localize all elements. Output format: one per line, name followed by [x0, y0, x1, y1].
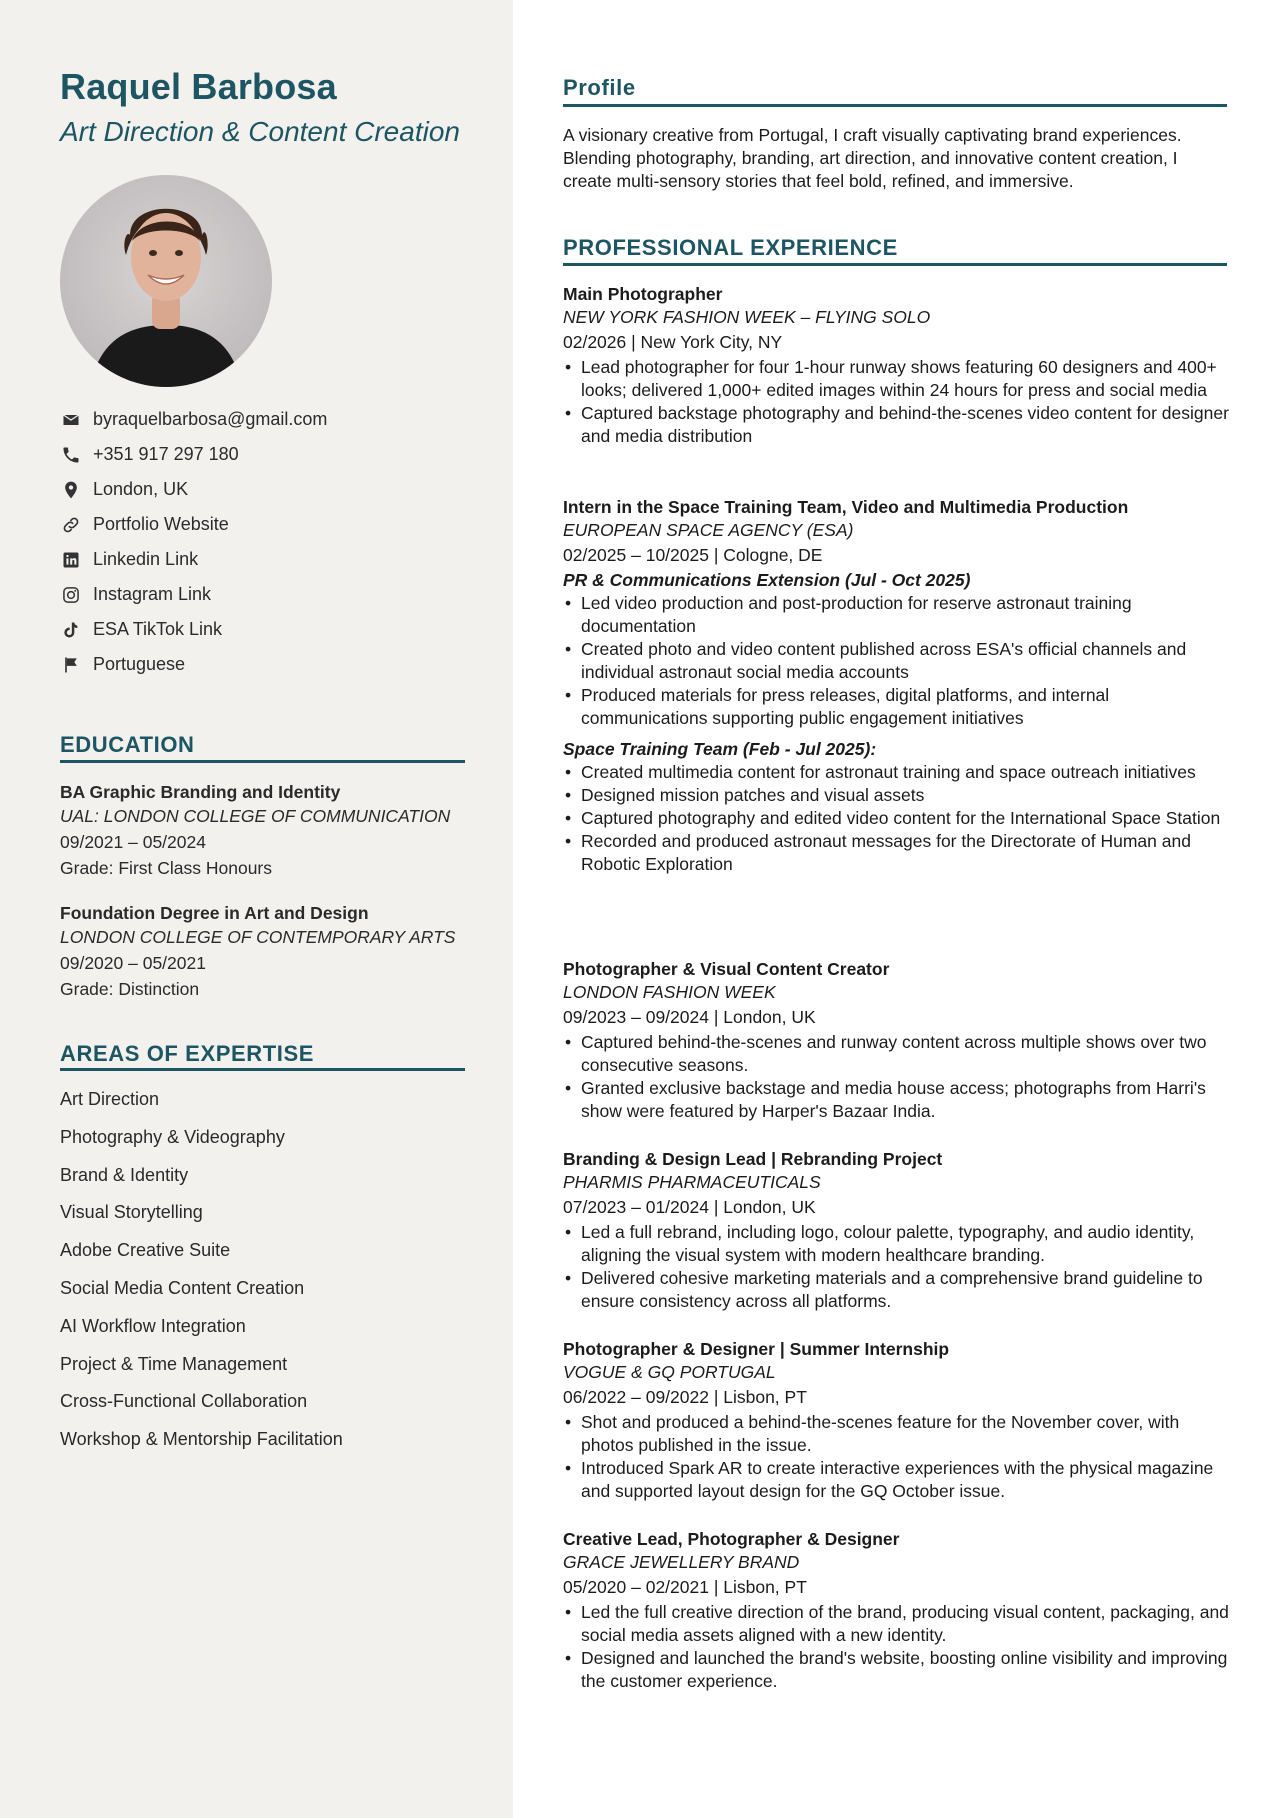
job-entry — [563, 1528, 1229, 1693]
expertise-rule — [60, 1068, 465, 1071]
contact-language-text: Portuguese — [93, 654, 186, 674]
linkedin-icon — [60, 549, 82, 571]
tiktok-icon — [60, 619, 82, 641]
instagram-icon — [60, 584, 82, 606]
expertise-item: Visual Storytelling — [60, 1202, 203, 1223]
contact-linkedin-link[interactable] — [60, 542, 480, 577]
expertise-item: Workshop & Mentorship Facilitation — [60, 1429, 343, 1450]
contact-email[interactable] — [60, 402, 480, 437]
job-subsection-title: Space Training Team (Feb - Jul 2025): — [563, 739, 877, 759]
job-title: Creative Lead, Photographer & Designer — [563, 1529, 900, 1549]
job-company: VOGUE & GQ PORTUGAL — [563, 1362, 776, 1382]
contact-instagram-link[interactable] — [60, 577, 480, 612]
profile-text: A visionary creative from Portugal, I craft visually captivating brand experiences. Blending photography, branding, art direction, and innovative content creation, I create multi-sensory stories that feel bold, refined, and immersive. — [563, 125, 1182, 191]
job-company: PHARMIS PHARMACEUTICALS — [563, 1172, 821, 1192]
candidate-title: Art Direction & Content Creation — [60, 116, 460, 147]
contact-tiktok-link[interactable] — [60, 612, 480, 647]
job-subsection-title: PR & Communications Extension (Jul - Oct 2025) — [563, 570, 971, 590]
education-heading: EDUCATION — [60, 732, 195, 757]
education-grade: Grade: Distinction — [60, 979, 200, 999]
job-title: Intern in the Space Training Team, Video and Multimedia Production — [563, 497, 1129, 517]
job-bullet: • Delivered cohesive marketing materials and a comprehensive brand guideline to ensure consistency across all platforms. — [563, 1267, 1229, 1313]
job-company: LONDON FASHION WEEK — [563, 982, 776, 1002]
expertise-item: Adobe Creative Suite — [60, 1240, 231, 1261]
job-bullets — [563, 761, 1229, 876]
education-school: UAL: LONDON COLLEGE OF COMMUNICATION — [60, 806, 451, 826]
job-bullets — [563, 356, 1229, 448]
expertise-item: Project & Time Management — [60, 1353, 288, 1374]
education-grade: Grade: First Class Honours — [60, 858, 273, 878]
education-degree: BA Graphic Branding and Identity — [60, 782, 341, 802]
link-icon — [60, 514, 82, 536]
job-entry — [563, 1148, 1229, 1313]
job-bullet: • Produced materials for press releases, digital platforms, and internal communications supporting public engagement initiatives — [563, 684, 1229, 730]
job-company: NEW YORK FASHION WEEK – FLYING SOLO — [563, 307, 931, 327]
job-bullets — [563, 1031, 1229, 1123]
contact-phone-text: +351 917 297 180 — [93, 444, 239, 464]
contact-location-text: London, UK — [93, 479, 189, 499]
job-bullet: • Lead photographer for four 1-hour runway shows featuring 60 designers and 400+ looks; delivered 1,000+ edited images within 24 hours for press and social media — [563, 356, 1229, 402]
job-dates: 02/2025 – 10/2025 | Cologne, DE — [563, 545, 823, 565]
job-bullet: • Captured backstage photography and behind-the-scenes video content for designer and media distribution — [563, 402, 1229, 448]
job-bullet: • Granted exclusive backstage and media house access; photographs from Harri's show were featured by Harper's Bazaar India. — [563, 1077, 1229, 1123]
job-title: Photographer & Designer | Summer Internship — [563, 1339, 950, 1359]
expertise-item: Cross-Functional Collaboration — [60, 1391, 308, 1412]
job-company: GRACE JEWELLERY BRAND — [563, 1552, 800, 1572]
contact-list — [60, 402, 480, 682]
education-item — [60, 780, 480, 880]
job-bullets — [563, 1411, 1229, 1503]
job-title: Branding & Design Lead | Rebranding Project — [563, 1149, 943, 1169]
education-rule — [60, 760, 465, 763]
job-dates: 05/2020 – 02/2021 | Lisbon, PT — [563, 1577, 807, 1597]
job-dates: 07/2023 – 01/2024 | London, UK — [563, 1197, 816, 1217]
flag-icon — [60, 654, 82, 676]
job-dates: 02/2026 | New York City, NY — [563, 332, 783, 352]
job-entry — [563, 958, 1229, 1123]
job-bullets — [563, 1221, 1229, 1313]
expertise-item: Brand & Identity — [60, 1164, 189, 1185]
expertise-item: Photography & Videography — [60, 1126, 285, 1147]
expertise-list — [60, 1087, 480, 1465]
contact-portfolio-text: Portfolio Website — [93, 514, 229, 534]
job-bullets — [563, 1601, 1229, 1693]
job-bullet: • Introduced Spark AR to create interactive experiences with the physical magazine and supported layout design for the GQ October issue. — [563, 1457, 1229, 1503]
job-bullet: • Created multimedia content for astronaut training and space outreach initiatives — [563, 761, 1229, 784]
location-pin-icon — [60, 479, 82, 501]
contact-phone[interactable] — [60, 437, 480, 472]
candidate-name: Raquel Barbosa — [60, 66, 337, 107]
job-bullet: • Captured photography and edited video content for the International Space Station — [563, 807, 1229, 830]
education-dates: 09/2020 – 05/2021 — [60, 953, 206, 973]
job-dates: 09/2023 – 09/2024 | London, UK — [563, 1007, 816, 1027]
portrait-photo — [60, 175, 272, 387]
education-dates: 09/2021 – 05/2024 — [60, 832, 206, 852]
job-title: Main Photographer — [563, 284, 723, 304]
contact-tiktok-text: ESA TikTok Link — [93, 619, 223, 639]
education-degree: Foundation Degree in Art and Design — [60, 903, 369, 923]
job-bullet: • Led the full creative direction of the brand, producing visual content, packaging, and social media assets aligned with a new identity. — [563, 1601, 1229, 1647]
expertise-item: Social Media Content Creation — [60, 1277, 305, 1298]
expertise-heading: AREAS OF EXPERTISE — [60, 1041, 315, 1066]
job-bullet: • Led video production and post-production for reserve astronaut training documentation — [563, 592, 1229, 638]
contact-linkedin-text: Linkedin Link — [93, 549, 199, 569]
job-company: EUROPEAN SPACE AGENCY (ESA) — [563, 520, 854, 540]
profile-rule — [563, 104, 1227, 107]
job-bullet: • Recorded and produced astronaut messages for the Directorate of Human and Robotic Exploration — [563, 830, 1229, 876]
avatar — [60, 175, 272, 387]
education-school: LONDON COLLEGE OF CONTEMPORARY ARTS — [60, 927, 456, 947]
profile-heading: Profile — [563, 75, 636, 100]
job-bullet: • Captured behind-the-scenes and runway content across multiple shows over two consecutive seasons. — [563, 1031, 1229, 1077]
contact-language — [60, 647, 480, 682]
job-bullet: • Led a full rebrand, including logo, colour palette, typography, and audio identity, aligning the visual system with modern healthcare branding. — [563, 1221, 1229, 1267]
contact-portfolio-link[interactable] — [60, 507, 480, 542]
expertise-item: AI Workflow Integration — [60, 1315, 246, 1336]
experience-heading: PROFESSIONAL EXPERIENCE — [563, 235, 898, 260]
job-bullet: • Shot and produced a behind-the-scenes feature for the November cover, with photos published in the issue. — [563, 1411, 1229, 1457]
job-bullets — [563, 592, 1229, 730]
contact-location — [60, 472, 480, 507]
phone-icon — [60, 444, 82, 466]
mail-icon — [60, 409, 82, 431]
contact-instagram-text: Instagram Link — [93, 584, 212, 604]
job-title: Photographer & Visual Content Creator — [563, 959, 890, 979]
expertise-item: Art Direction — [60, 1089, 160, 1109]
job-entry — [563, 1338, 1229, 1503]
job-bullet: • Designed and launched the brand's website, boosting online visibility and improving the customer experience. — [563, 1647, 1229, 1693]
contact-email-text: byraquelbarbosa@gmail.com — [93, 409, 328, 429]
experience-rule — [563, 263, 1227, 266]
education-item — [60, 901, 480, 1001]
job-dates: 06/2022 – 09/2022 | Lisbon, PT — [563, 1387, 807, 1407]
job-entry — [563, 496, 1229, 876]
job-bullet: • Designed mission patches and visual assets — [563, 784, 1229, 807]
job-entry — [563, 283, 1229, 448]
job-bullet: • Created photo and video content published across ESA's official channels and individual astronaut social media accounts — [563, 638, 1229, 684]
